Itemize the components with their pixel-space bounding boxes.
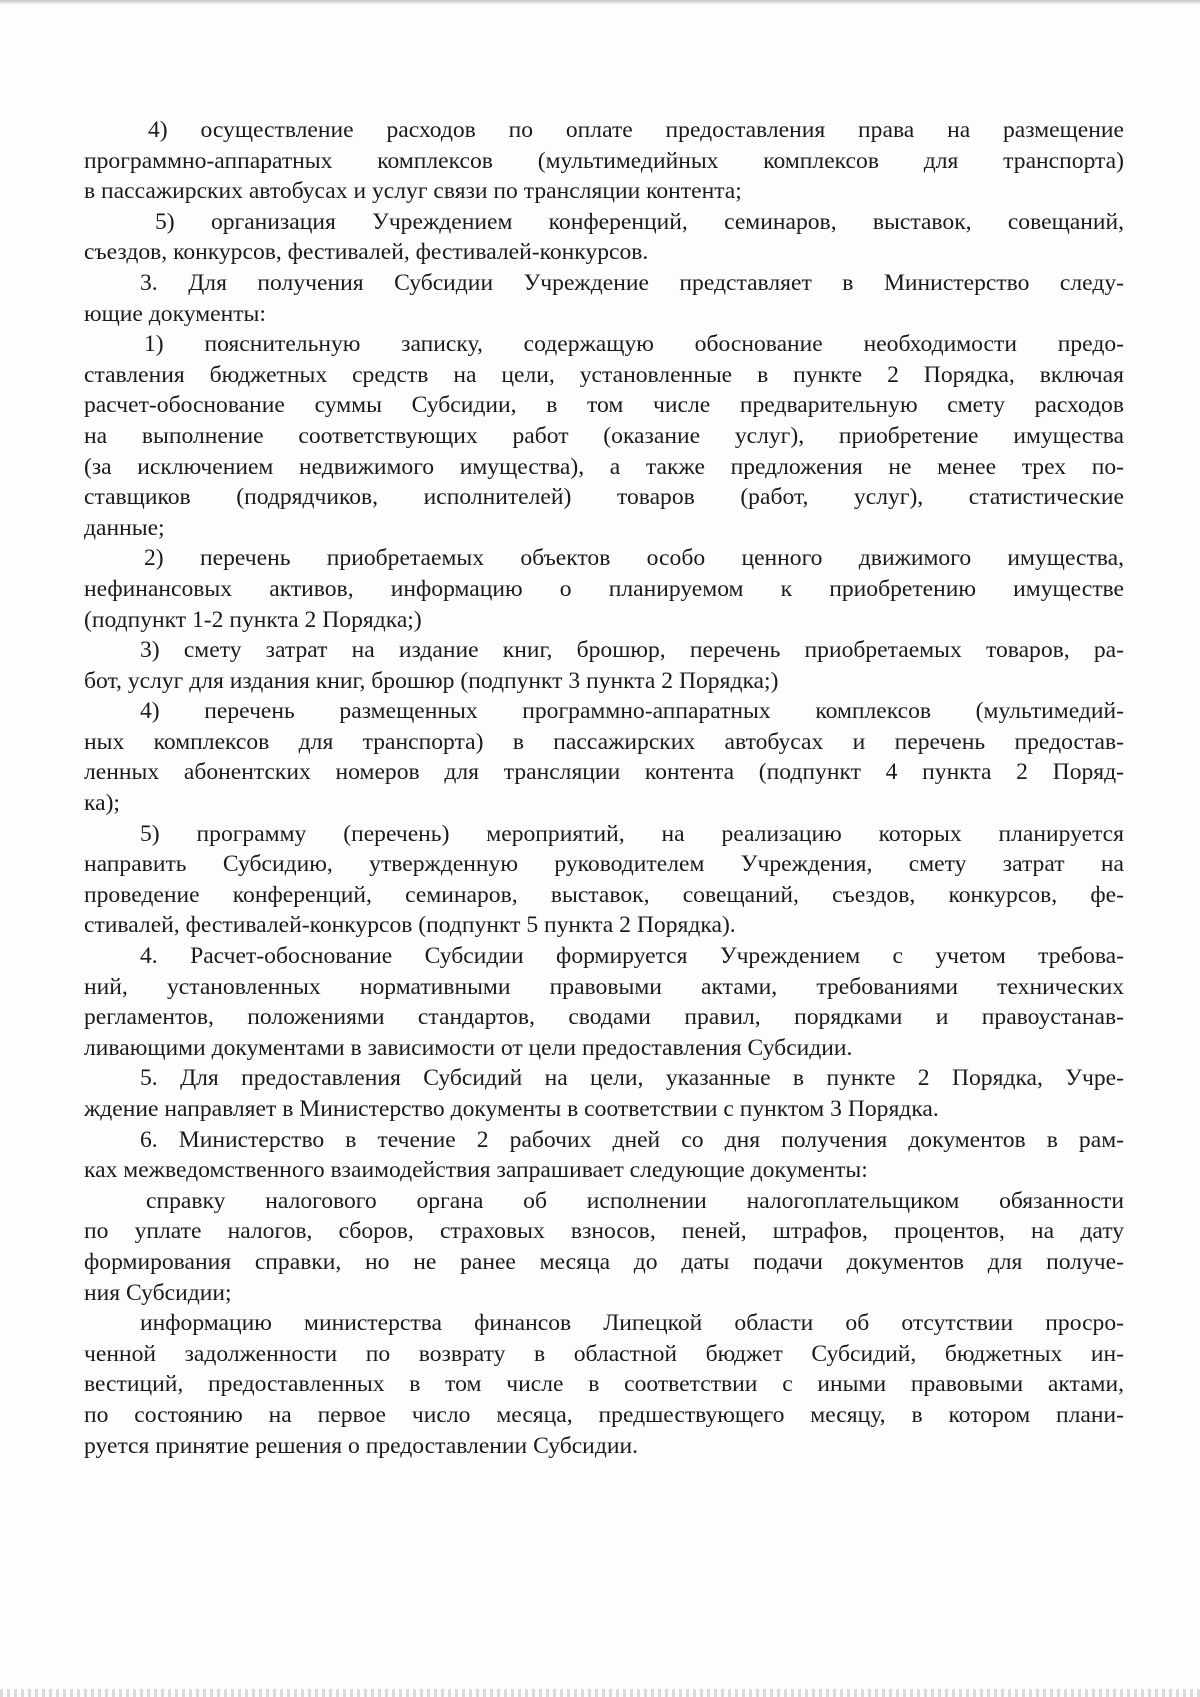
scan-bottom-edge (0, 1689, 1200, 1697)
paragraph-doc1: 1) пояснительную записку, содержащую обоснование необходимости предо- ставления бюджетных средств на цели, установленные в пункте 2 Порядка, включая расчет-обоснование суммы Субсидии, в том числе предварительную смету расходов на выполнение соответствующих работ (оказание услуг), приобретение имущества (за исключением недвижимого имущества), а также предложения не менее трех по- ставщиков (подрядчиков, исполнителей) товаров (работ, услуг), статистические данные; (84, 331, 1124, 541)
paragraph-doc3: 3) смету затрат на издание книг, брошюр, перечень приобретаемых товаров, ра- бот, услуг для издания книг, брошюр (подпункт 3 пункта 2 Порядка;) (84, 637, 1124, 694)
scan-top-edge (0, 0, 1200, 5)
paragraph-item5-events: 5) организация Учреждением конференций, семинаров, выставок, совещаний, съездов, конкурсов, фестивалей, фестивалей-конкурсов. (84, 208, 1124, 266)
paragraph-tax-certificate: справку налогового органа об исполнении налогоплательщиком обязанности по уплате налогов, сборов, страховых взносов, пеней, штрафов, процентов, на дату формирования справки, но не ранее месяца до даты подачи документов для получе- ния Субсидии; (84, 1187, 1124, 1306)
paragraph-section4: 4. Расчет-обоснование Субсидии формируется Учреждением с учетом требова- ний, установленных нормативными правовыми актами, требованиями технических регламентов, положениями стандартов, сводами правил, порядками и правоустанав- ливающими документами в зависимости от цели предоставления Субсидии. (84, 943, 1124, 1061)
paragraph-doc2: 2) перечень приобретаемых объектов особо ценного движимого имущества, нефинансовых активов, информацию о планируемом к приобретению имуществе (подпункт 1-2 пункта 2 Порядка;) (84, 545, 1124, 633)
paragraph-item4-expenses: 4) осуществление расходов по оплате предоставления права на размещение программно-аппаратных комплексов (мультимедийных комплексов для транспорта) в пассажирских автобусах и услуг связи по трансляции контента; (84, 117, 1124, 205)
document-body (84, 115, 1124, 1461)
paragraph-section3: 3. Для получения Субсидии Учреждение представляет в Министерство следу- ющие документы: (84, 269, 1124, 327)
paragraph-section5: 5. Для предоставления Субсидий на цели, указанные в пункте 2 Порядка, Учре- ждение направляет в Министерство документы в соответствии с пунктом 3 Порядка. (84, 1065, 1124, 1122)
paragraph-doc4: 4) перечень размещенных программно-аппаратных комплексов (мультимедий- ных комплексов для транспорта) в пассажирских автобусах и перечень предостав- ленных абонентских номеров для трансляции контента (подпункт 4 пункта 2 Поряд- ка); (84, 698, 1124, 817)
paragraph-doc5: 5) программу (перечень) мероприятий, на реализацию которых планируется направить Субсидию, утвержденную руководителем Учреждения, смету затрат на проведение конференций, семинаров, выставок, совещаний, съездов, конкурсов, фе- стивалей, фестивалей-конкурсов (подпункт 5 пункта 2 Порядка). (84, 820, 1124, 939)
paragraph-finance-info: информацию министерства финансов Липецкой области об отсутствии просро- ченной задолженности по возврату в областной бюджет Субсидий, бюджетных ин- вестиций, предоставленных в том числе в соответствии с иными правовыми актами, по состоянию на первое число месяца, предшествующего месяцу, в котором плани- руется принятие решения о предоставлении Субсидии. (84, 1310, 1124, 1459)
paragraph-section6: 6. Министерство в течение 2 рабочих дней со дня получения документов в рам- ках межведомственного взаимодействия запрашивает следующие документы: (84, 1126, 1124, 1184)
